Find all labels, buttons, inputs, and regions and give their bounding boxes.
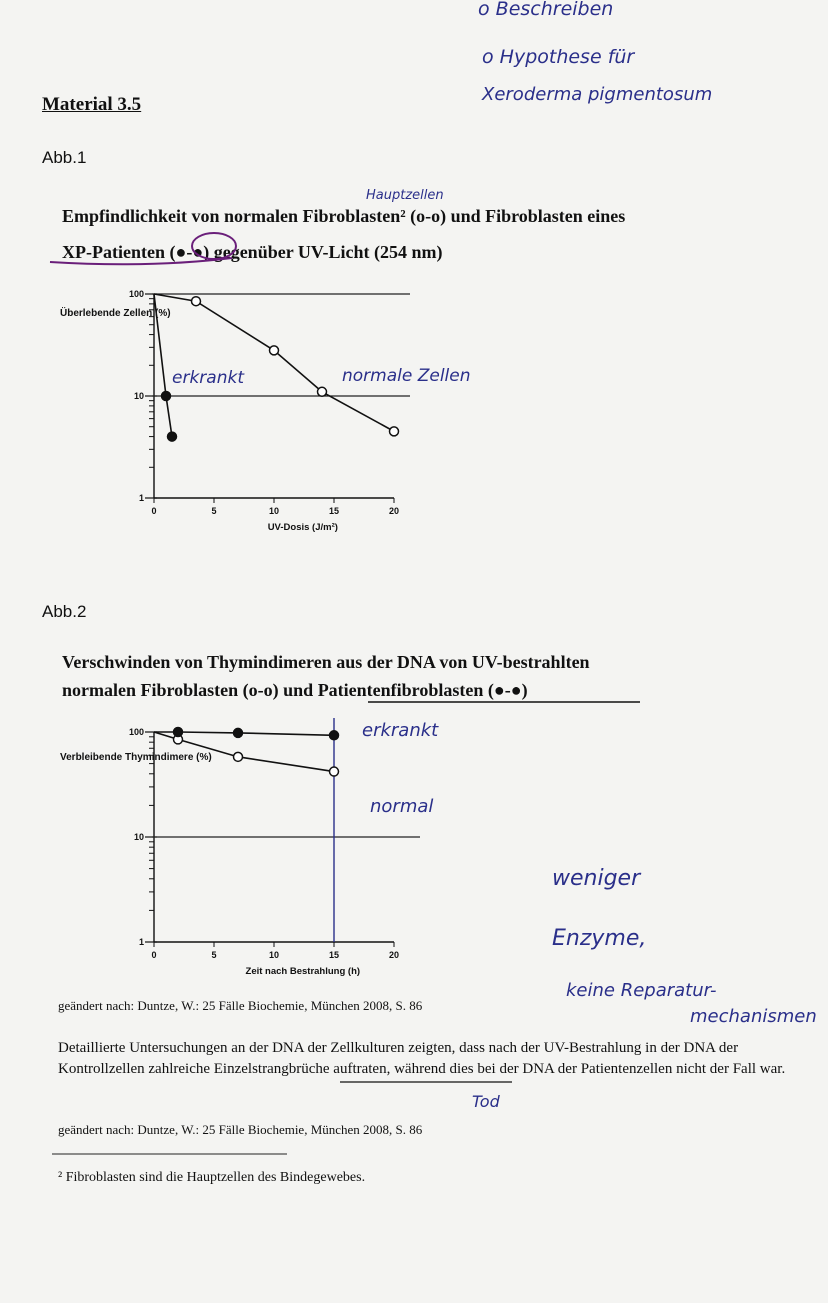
chart1-ylabel: Überlebende Zellen (%) [60,308,171,319]
chart1-point-filled [168,432,177,441]
abb1-title-line1: Empfindlichkeit von normalen Fibroblasten² (o-o) und Fibroblasten eines [62,206,626,226]
chart1-series-filled-line [154,294,172,437]
side-note-2: Enzyme, [552,926,647,951]
chart1-x-tick-label: 0 [151,506,157,516]
side-note-1: weniger [552,866,641,891]
chart1-x-tick-label: 15 [328,506,340,516]
paragraph-note-tod: Tod [472,1092,500,1111]
chart1-annot-filled: erkrankt [172,368,244,388]
chart1-series-open-line [154,294,394,431]
legend-circle-mark [192,233,236,259]
chart2-annot-filled: erkrankt [362,720,439,741]
chart2-x-tick-label: 0 [151,950,157,960]
chart2-y-tick-label: 10 [133,832,144,842]
chart2-x-tick-label: 20 [388,950,400,960]
abb2-label: Abb.2 [42,602,87,621]
chart2-y-tick-label: 1 [138,937,144,947]
footnote: ² Fibroblasten sind die Hauptzellen des Bindegewebes. [58,1170,366,1185]
abb1-title-markup [0,0,828,300]
side-note-4: mechanismen [690,1006,817,1027]
note-beschreiben: o Beschreiben [478,0,614,20]
paragraph-underline [0,1070,828,1090]
chart2-y-tick-label: 100 [128,727,144,737]
chart1-x-tick-label: 20 [388,506,400,516]
chart1-y-tick-label: 10 [133,391,144,401]
chart1-point-open [192,297,201,306]
chart1-y-tick-label: 1 [138,493,144,503]
abb1-title-line2: XP-Patienten (●-●) gegenüber UV-Licht (254 nm) [62,242,443,262]
chart1-y-tick-label: 100 [128,289,144,299]
chart2-svg [110,712,470,987]
chart1-x-tick-label: 10 [268,506,280,516]
description-paragraph: Detaillierte Untersuchungen an der DNA der Zellkulturen zeigten, dass nach der UV-Bestrahlung in der DNA der Kontrollzellen zahlreiche Einzelstrangbrüche auftraten, während dies bei der DNA der Patientenzellen nicht der Fall war. [58,1040,786,1077]
note-xeroderma: Xeroderma pigmentosum [482,84,713,105]
abb2-title-line2: normalen Fibroblasten (o-o) und Patientenfibroblasten (●-●) [62,680,528,700]
abb2-title-line1: Verschwinden von Thymindimeren aus der DNA von UV-bestrahlten [62,652,590,672]
side-note-3: keine Reparatur- [566,980,717,1001]
note-hypothese: o Hypothese für [482,46,635,68]
source-line-2: geändert nach: Duntze, W.: 25 Fälle Biochemie, München 2008, S. 86 [58,1122,423,1137]
chart1-point-open [390,427,399,436]
abb2-title-underline [0,690,828,710]
chart1-point-filled [162,392,171,401]
chart2-point-open [330,767,339,776]
source-line-1: geändert nach: Duntze, W.: 25 Fälle Biochemie, München 2008, S. 86 [58,998,423,1013]
chart2-point-filled [174,728,183,737]
chart1-annot-open: normale Zellen [342,366,471,386]
material-label: Material 3.5 [42,94,142,115]
note-hauptzellen: Hauptzellen [366,188,444,203]
title-underline-mark [50,258,232,264]
chart2-x-tick-label: 5 [211,950,217,960]
chart2-point-filled [234,728,243,737]
chart2-point-open [234,752,243,761]
chart1-point-open [318,387,327,396]
chart2-annot-open: normal [370,796,434,817]
chart1-svg [110,270,440,560]
abb1-label: Abb.1 [42,148,87,167]
chart2-point-filled [330,731,339,740]
chart1-xlabel: UV-Dosis (J/m²) [267,522,338,533]
chart2-ylabel: Verbleibende Thymindimere (%) [60,752,212,763]
chart1-x-tick-label: 5 [211,506,217,516]
chart2-x-tick-label: 15 [328,950,340,960]
chart2-xlabel: Zeit nach Bestrahlung (h) [245,966,361,977]
chart1-point-open [270,346,279,355]
chart2-x-tick-label: 10 [268,950,280,960]
footnote-rule [52,1152,292,1156]
